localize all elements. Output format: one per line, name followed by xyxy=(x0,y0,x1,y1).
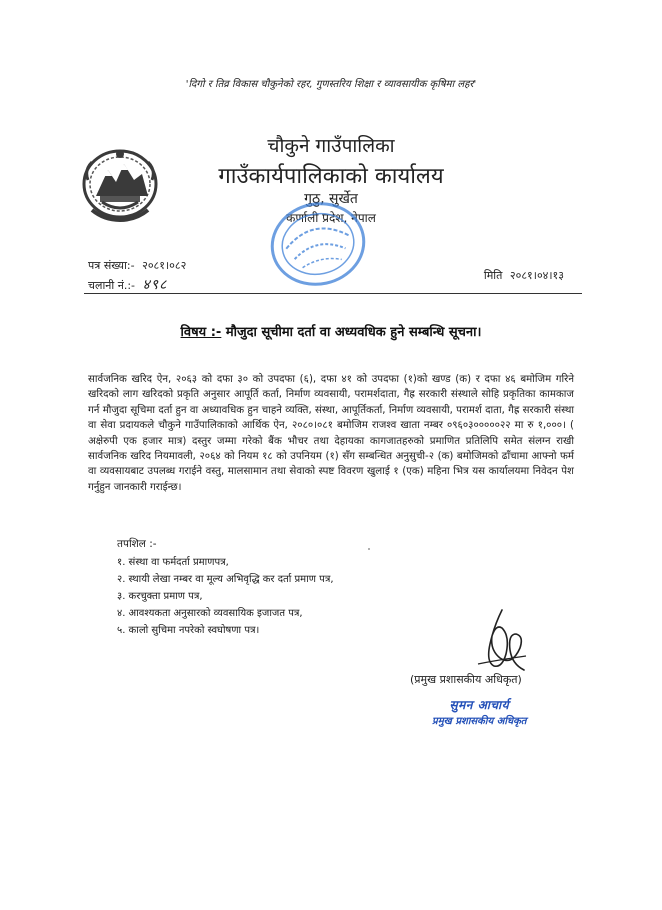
list-item: ५. कालो सुचिमा नपरेको स्वघोषणा पत्र। xyxy=(117,625,260,636)
list-item: २. स्थायी लेखा नम्बर वा मूल्य अभिवृद्धि कर दर्ता प्रमाण पत्र, xyxy=(117,574,334,585)
office-location: गुठु, सुर्खेत xyxy=(304,191,358,207)
letter-number xyxy=(88,258,186,273)
municipality-name: चौकुने गाउँपालिका xyxy=(267,135,395,157)
list-item: ४. आवश्यकता अनुसारको व्यवसायिक इजाजत पत्र, xyxy=(117,608,303,619)
required-documents-list xyxy=(117,554,334,639)
office-seal-icon xyxy=(262,196,374,292)
details-title: तपशिल :- xyxy=(117,538,157,550)
subject-text: मौजुदा सूचीमा दर्ता वा अध्यवधिक हुने सम्बन्धि सूचना। xyxy=(225,325,482,340)
list-item: १. संस्था वा फर्मदर्ता प्रमाणपत्र, xyxy=(117,557,229,568)
dispatch-number-value: ४९८ xyxy=(142,277,168,293)
signature-icon xyxy=(472,606,530,682)
letter-number-value: २०८१।०८२ xyxy=(142,259,187,272)
dispatch-number xyxy=(88,275,167,294)
notice-body: सार्वजनिक खरिद ऐन, २०६३ को दफा ३० को उपदफा (६), दफा ४१ को उपदफा (१)को खण्ड (क) र दफा ४६ बमोजिम गरिने खरिदको लाग खरिदको प्रकृति अनुसार आपूर्ति कर्ता, निर्माण व्यवसायी, परामर्शदाता, गैह्र सरकारी संस्थाले सोहि प्रकृतिका कामकाज गर्न मौजुदा सूचिमा दर्ता हुन वा अध्यावधिक हुन चाहने व्यक्ति, संस्था, आपूर्तिकर्ता, निर्माण व्यवसायी, परामर्श दाता, गैह्र सरकारी संस्था वा सेवा प्रदायकले चौकुने गाउँपालिकाको आर्थिक ऐन, २०८०।०८१ बमोजिम राजश्व खाता नम्बर ०९६०३०००००२२ मा रु १,०००। ( अक्षेरुपी एक हजार मात्र) दस्तुर जम्मा गरेको बैंक भौचर तथा देहायका कागजातहरुको प्रमाणित प्रतिलिपि समेत संलग्न राखी सार्वजनिक खरिद नियमावली, २०६४ को नियम १८ को उपनियम (१) सँग सम्बन्धित अनुसुची-२ (क) बमोजिमको ढाँचामा आफ्नो फर्म वा व्यवसायबाट उपलब्ध गराईने वस्तु, मालसामान तथा सेवाको स्पष्ट विवरण खुलाई १ (एक) महिना भित्र यस कार्यालयमा निवेदन पेश गर्नुहुन जानकारी गराईन्छ। xyxy=(88,374,574,493)
subject-label: विषय :- xyxy=(180,325,222,340)
slogan: 'दिगो र तिव्र विकास चौकुनेको रहर, गुणस्तरिय शिक्षा र व्यावसायीक कृषिमा लहर' xyxy=(185,79,477,90)
office-name: गाउँकार्यपालिकाको कार्यालय xyxy=(218,164,444,189)
notice-subject xyxy=(0,322,662,340)
signatory-title: (प्रमुख प्रशासकीय अधिकृत) xyxy=(410,673,522,686)
notice-date xyxy=(484,268,564,283)
officer-designation: प्रमुख प्रशासकीय अधिकृत xyxy=(432,716,527,727)
date-value: २०८१।०४।१३ xyxy=(509,269,564,282)
list-item: ३. करचुक्ता प्रमाण पत्र, xyxy=(117,591,203,602)
header-divider xyxy=(84,293,582,294)
scan-speck xyxy=(368,548,370,550)
officer-name-stamp xyxy=(432,696,526,727)
letter-number-label: पत्र संख्या:- xyxy=(88,259,135,272)
officer-name: सुमन आचार्य xyxy=(449,698,510,712)
dispatch-number-label: चलानी नं.:- xyxy=(88,279,136,292)
date-label: मिति xyxy=(483,269,503,282)
province-country: कर्णाली प्रदेश, नेपाल xyxy=(286,211,376,225)
